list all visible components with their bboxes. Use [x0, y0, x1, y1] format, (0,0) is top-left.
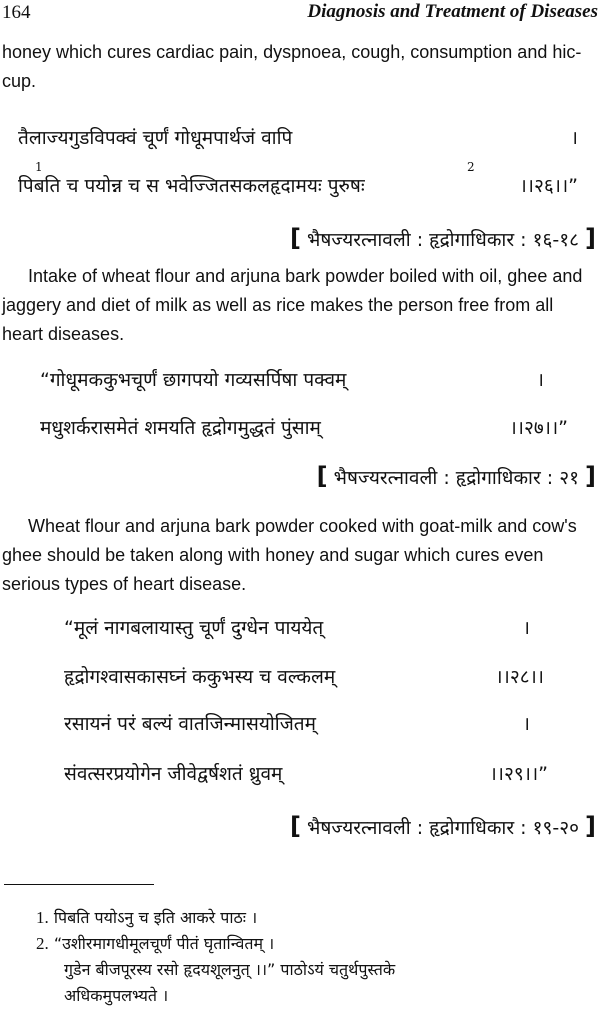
footnote-marker-1: 1: [35, 160, 43, 174]
citation-text: भैषज्यरत्नावली : हृद्रोगाधिकार : १९-२०: [307, 817, 579, 839]
paragraph-3: Wheat flour and arjuna bark powder cooked with goat-milk and cow's ghee should be taken along with honey and sugar which cures even serious types of heart disease.: [2, 516, 577, 594]
footnote-text: “उशीरमागधीमूलचूर्णं पीतं घृतान्वितम् ।: [53, 934, 275, 953]
verse-text: मधुशर्करासमेतं शमयति हृद्रोगमुद्धतं पुंसाम्: [40, 417, 321, 439]
verse-text: “गोधूमककुभचूर्णं छागपयो गव्यसर्पिषा पक्वम्: [40, 369, 347, 391]
verse-27-line-1: [40, 366, 544, 394]
verse-number: ।।२८।।: [495, 666, 544, 688]
verse-27-line-2: [40, 414, 568, 442]
citation-text: भैषज्यरत्नावली : हृद्रोगाधिकार : २१: [333, 467, 579, 489]
verse-28-line-1: [64, 614, 530, 642]
verse-28-line-2: [64, 663, 544, 691]
footnote-1: [36, 906, 257, 928]
footnote-2-line-2: गुडेन बीजपूरस्य रसो हृदयशूलनुत् ।।” पाठोऽयं चतुर्थपुस्तके: [64, 960, 396, 979]
footnote-number: 1.: [36, 908, 49, 927]
citation-text: भैषज्यरत्नावली : हृद्रोगाधिकार : १६-१८: [307, 229, 579, 251]
footnote-marker-2: 2: [467, 160, 475, 174]
source-citation-1: [ भैषज्यरत्नावली : हृद्रोगाधिकार : १६-१८ ]: [289, 224, 596, 252]
verse-29-line-2: [64, 760, 548, 788]
verse-number: ।।२७।।”: [509, 417, 568, 439]
source-citation-3: [ भैषज्यरत्नावली : हृद्रोगाधिकार : १९-२० ]: [289, 812, 596, 840]
footnote-2-line-1: [36, 932, 274, 954]
footnote-number: 2.: [36, 934, 49, 953]
verse-danda: ।: [522, 617, 530, 639]
verse-text: संवत्सरप्रयोगेन जीवेद्वर्षशतं ध्रुवम्: [64, 763, 283, 785]
verse-number: ।।२९।।”: [489, 763, 548, 785]
footnote-2-line-3: अधिकमुपलभ्यते ।: [64, 986, 169, 1005]
verse-text: तैलाज्यगुडविपक्वं चूर्णं गोधूमपार्थजं वापि: [18, 127, 293, 149]
verse-danda: ।: [522, 713, 530, 735]
footnote-divider: [4, 884, 154, 885]
page-number: 164: [2, 2, 31, 23]
verse-number: ।।२६।।”: [519, 175, 578, 197]
page-header: [0, 0, 600, 26]
verse-text: “मूलं नागबलायास्तु चूर्णं दुग्धेन पाययेत्: [64, 617, 324, 639]
verse-text: हृद्रोगश्वासकासघ्नं ककुभस्य च वल्कलम्: [64, 666, 336, 688]
paragraph-2: Intake of wheat flour and arjuna bark powder boiled with oil, ghee and jaggery and diet of milk as well as rice makes the person free from all heart diseases.: [2, 266, 583, 344]
paragraph-1: honey which cures cardiac pain, dyspnoea, cough, consumption and hic-cup.: [2, 42, 582, 91]
verse-text: रसायनं परं बल्यं वातजिन्मासयोजितम्: [64, 713, 316, 735]
source-citation-2: [ भैषज्यरत्नावली : हृद्रोगाधिकार : २१ ]: [316, 462, 596, 490]
verse-26-line-2: [18, 172, 578, 200]
verse-danda: ।: [536, 369, 544, 391]
verse-text: पिबति च पयोन्न च स भवेज्जितसकलहृदामयः पुरुषः: [18, 175, 365, 197]
verse-danda: ।: [570, 127, 578, 149]
verse-29-line-1: [64, 710, 530, 738]
verse-26-line-1: [18, 124, 578, 152]
running-title: Diagnosis and Treatment of Diseases: [307, 1, 598, 22]
footnote-text: पिबति पयोऽनु च इति आकरे पाठः ।: [53, 908, 258, 927]
